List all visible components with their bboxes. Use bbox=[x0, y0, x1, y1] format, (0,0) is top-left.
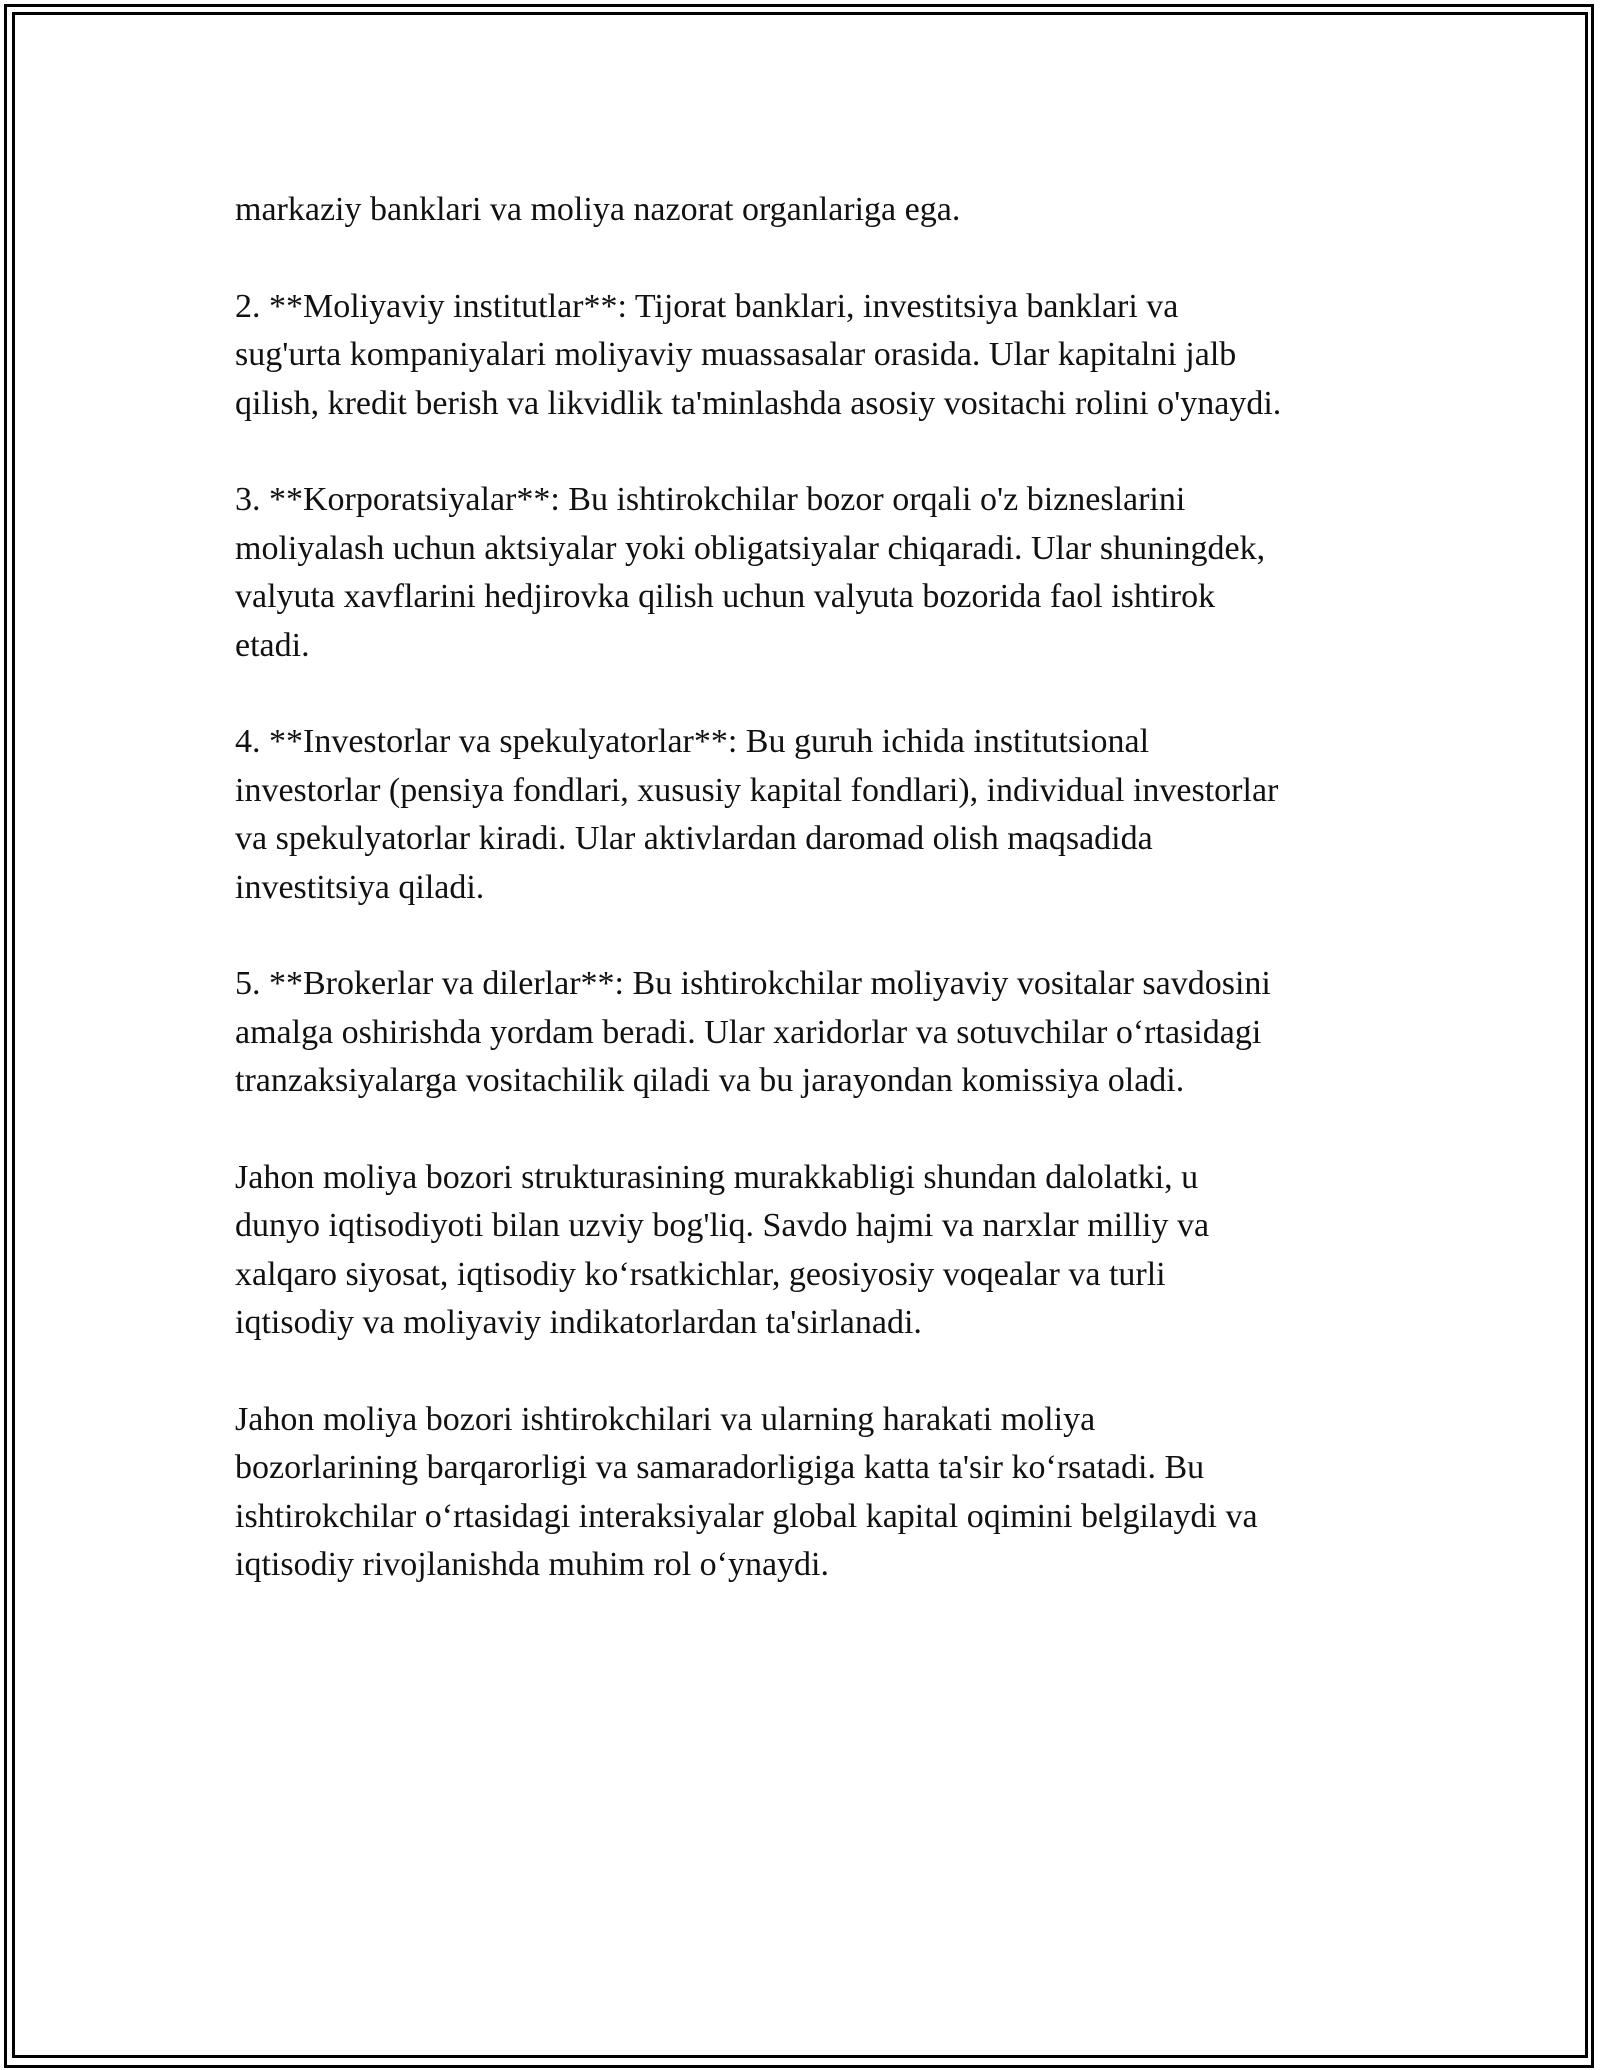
text-line: investorlar (pensiya fondlari, xususiy kapital fondlari), individual investorlar bbox=[235, 771, 1279, 809]
document-body bbox=[235, 186, 1385, 1638]
text-line: ishtirokchilar o‘rtasidagi interaksiyalar global kapital oqimini belgilaydi va bbox=[235, 1497, 1258, 1535]
text-line: markaziy banklari va moliya nazorat organlariga ega. bbox=[235, 191, 961, 228]
text-line: bozorlarining barqarorligi va samaradorligiga katta ta'sir ko‘rsatadi. Bu bbox=[235, 1449, 1205, 1487]
text-line: xalqaro siyosat, iqtisodiy ko‘rsatkichlar, geosiyosiy voqealar va turli bbox=[235, 1255, 1166, 1293]
text-line: etadi. bbox=[235, 626, 310, 664]
paragraph-investors bbox=[235, 718, 1385, 912]
text-line: Jahon moliya bozori ishtirokchilari va ularning harakati moliya bbox=[235, 1401, 1096, 1439]
text-line: amalga oshirishda yordam beradi. Ular xaridorlar va sotuvchilar o‘rtasidagi bbox=[235, 1013, 1262, 1051]
text-line: iqtisodiy va moliyaviy indikatorlardan ta'sirlanadi. bbox=[235, 1304, 922, 1342]
text-line: 5. **Brokerlar va dilerlar**: Bu ishtirokchilar moliyaviy vositalar savdosini bbox=[235, 965, 1271, 1003]
text-line: 2. **Moliyaviy institutlar**: Tijorat banklari, investitsiya banklari va bbox=[235, 287, 1179, 325]
text-line: sug'urta kompaniyalari moliyaviy muassasalar orasida. Ular kapitalni jalb bbox=[235, 336, 1237, 374]
text-line: moliyalash uchun aktsiyalar yoki obligatsiyalar chiqaradi. Ular shuningdek, bbox=[235, 529, 1266, 567]
text-line: investitsiya qiladi. bbox=[235, 868, 485, 906]
text-line: dunyo iqtisodiyoti bilan uzviy bog'liq. Savdo hajmi va narxlar milliy va bbox=[235, 1207, 1210, 1245]
paragraph-central-banks bbox=[235, 186, 1385, 234]
paragraph-brokers bbox=[235, 960, 1385, 1105]
paragraph-financial-institutions bbox=[235, 283, 1385, 428]
text-line: 3. **Korporatsiyalar**: Bu ishtirokchilar bozor orqali o'z bizneslarini bbox=[235, 481, 1186, 519]
text-line: Jahon moliya bozori strukturasining murakkabligi shundan dalolatki, u bbox=[235, 1159, 1199, 1197]
paragraph-corporations bbox=[235, 476, 1385, 670]
text-line: va spekulyatorlar kiradi. Ular aktivlardan daromad olish maqsadida bbox=[235, 820, 1153, 858]
text-line: iqtisodiy rivojlanishda muhim rol o‘ynaydi. bbox=[235, 1546, 830, 1584]
paragraph-conclusion bbox=[235, 1396, 1385, 1590]
text-line: valyuta xavflarini hedjirovka qilish uchun valyuta bozorida faol ishtirok bbox=[235, 578, 1216, 616]
text-line: tranzaksiyalarga vositachilik qiladi va bu jarayondan komissiya oladi. bbox=[235, 1062, 1185, 1100]
text-line: qilish, kredit berish va likvidlik ta'minlashda asosiy vositachi rolini o'ynaydi. bbox=[235, 384, 1282, 422]
text-line: 4. **Investorlar va spekulyatorlar**: Bu guruh ichida institutsional bbox=[235, 723, 1150, 761]
paragraph-market-complexity bbox=[235, 1154, 1385, 1348]
